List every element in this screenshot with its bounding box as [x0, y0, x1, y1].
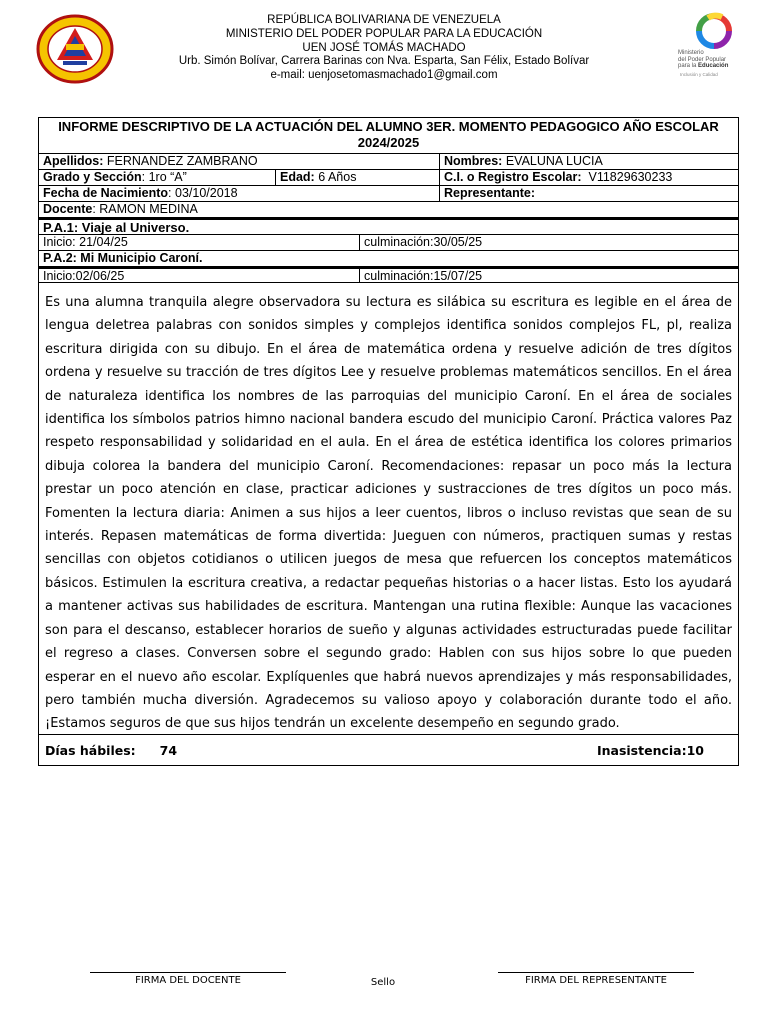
grado-value: : 1ro “A”: [141, 170, 187, 184]
report-title: INFORME DESCRIPTIVO DE LA ACTUACIÓN DEL ALUMNO 3ER. MOMENTO PEDAGOGICO AÑO ESCOLAR 2024/2025: [39, 118, 738, 154]
grado-cell: Grado y Sección: 1ro “A”: [43, 170, 187, 184]
apellidos-value: FERNANDEZ ZAMBRANO: [106, 154, 258, 168]
row-pa1-dates: [39, 235, 738, 251]
nombres-cell: Nombres: EVALUNA LUCIA: [439, 154, 738, 169]
ministry-tagline: Inclusión y Calidad: [680, 72, 718, 77]
header-line-5: e-mail: uenjosetomasmachado1@gmail.com: [270, 69, 498, 82]
apellidos-cell: Apellidos: FERNANDEZ ZAMBRANO: [43, 154, 258, 168]
header-line-3: UEN JOSÉ TOMÁS MACHADO: [302, 41, 466, 54]
row-names: [39, 154, 738, 170]
row-fecha: [39, 186, 738, 202]
pa2-inicio: Inicio:02/06/25: [43, 269, 125, 282]
edad-value: 6 Años: [318, 170, 357, 184]
ministry-logo: [672, 10, 742, 82]
header-line-4: Urb. Simón Bolívar, Carrera Barinas con Nva. Esparta, San Félix, Estado Bolívar: [178, 55, 590, 68]
row-docente: [39, 202, 738, 218]
docente-cell: Docente: RAMON MEDINA: [43, 202, 198, 216]
fecha-cell: Fecha de Nacimiento: 03/10/2018: [43, 186, 238, 200]
pa1-title: P.A.1: Viaje al Universo.: [43, 220, 190, 234]
row-grado: [39, 170, 738, 186]
edad-cell: Edad: 6 Años: [275, 170, 439, 185]
school-header: [0, 14, 768, 83]
row-pa1: [39, 218, 738, 235]
pa1-inicio: Inicio: 21/04/25: [43, 235, 128, 249]
ministry-logo-text: Ministerio del Poder Popular para la Educación: [678, 50, 729, 69]
pa2-title: P.A.2: Mi Municipio Caroní.: [43, 251, 203, 265]
ci-cell: C.I. o Registro Escolar: V11829630233: [439, 170, 738, 185]
pa2-culminacion: culminación:15/07/25: [359, 269, 738, 282]
nombres-value: EVALUNA LUCIA: [505, 154, 603, 168]
docente-value: : RAMON MEDINA: [92, 202, 198, 216]
descriptive-report-text: Es una alumna tranquila alegre observadora su lectura es silábica su escritura es legible en el área de lengua deletrea palabras con sonidos simples y complejos identifica sonidos complejos FL, pl, realiza escritura dirigida con su dibujo. En el área de matemática ordena y resuelve adición de tres dígitos ordena y resuelve su tracción de tres dígitos Lee y resuelve problemas matemáticos sencillos. En el área de naturaleza identifica los nombres de las parroquias del municipio Caroní. En el área de sociales identifica los símbolos patrios himno nacional bandera escudo del municipio Caroní. Práctica valores Paz respeto responsabilidad y solidaridad en el aula. En el área de estética identifica los colores primarios dibuja colorea la bandera del municipio Caroní. Recomendaciones: repasar un poco más la lectura prestar un poco atención en clase, practicar adiciones y sustracciones de tres dígitos un poco más. Fomenten la lectura diaria: Animen a sus hijos a leer cuentos, libros o incluso revistas que sean de su interés. Repasen matemáticas de forma divertida: Jueguen con números, practiquen sumas y restas sencillas con objetos cotidianos o utilicen juegos de mesa que refuercen los conceptos matemáticos básicos. Estimulen la escritura creativa, a redactar pequeñas historias o a hacer listas. Esto los ayudará a mantener activas sus habilidades de escritura. Mantengan una rutina flexible: Aunque las vacaciones son para el descanso, establecer horarios de sueño y algunas actividades estructuradas puede facilitar el regreso a clases. Conversen sobre el segundo grado: Hablen con sus hijos sobre lo que pueden esperar en el nuevo año escolar. Explíquenles que habrá nuevos aprendizajes y más responsabilidades, pero también mucha diversión. Agradecemos su valioso apoyo y colaboración durante todo el año. ¡Estamos seguros de que sus hijos tendrán un excelente desempeño en segundo grado.: [39, 283, 738, 735]
attendance-row: [39, 735, 738, 765]
representante-cell: Representante:: [439, 186, 738, 201]
signature-sello: Sello: [370, 977, 396, 988]
dias-habiles: Días hábiles: 74: [45, 742, 178, 758]
inasistencia: Inasistencia:10: [596, 742, 704, 758]
signature-docente: FIRMA DEL DOCENTE: [90, 972, 286, 986]
header-line-2: MINISTERIO DEL PODER POPULAR PARA LA EDUCACIÓN: [225, 27, 543, 40]
dias-habiles-value: 74: [159, 742, 178, 758]
row-pa2-dates: [39, 267, 738, 283]
ci-value: V11829630233: [588, 170, 673, 184]
report-form: [38, 117, 739, 766]
signature-representante: FIRMA DEL REPRESENTANTE: [498, 972, 694, 986]
row-pa2: [39, 251, 738, 267]
header-line-1: REPÚBLICA BOLIVARIANA DE VENEZUELA: [267, 14, 501, 26]
fecha-value: : 03/10/2018: [168, 186, 238, 200]
pa1-culminacion: culminación:30/05/25: [359, 235, 738, 250]
